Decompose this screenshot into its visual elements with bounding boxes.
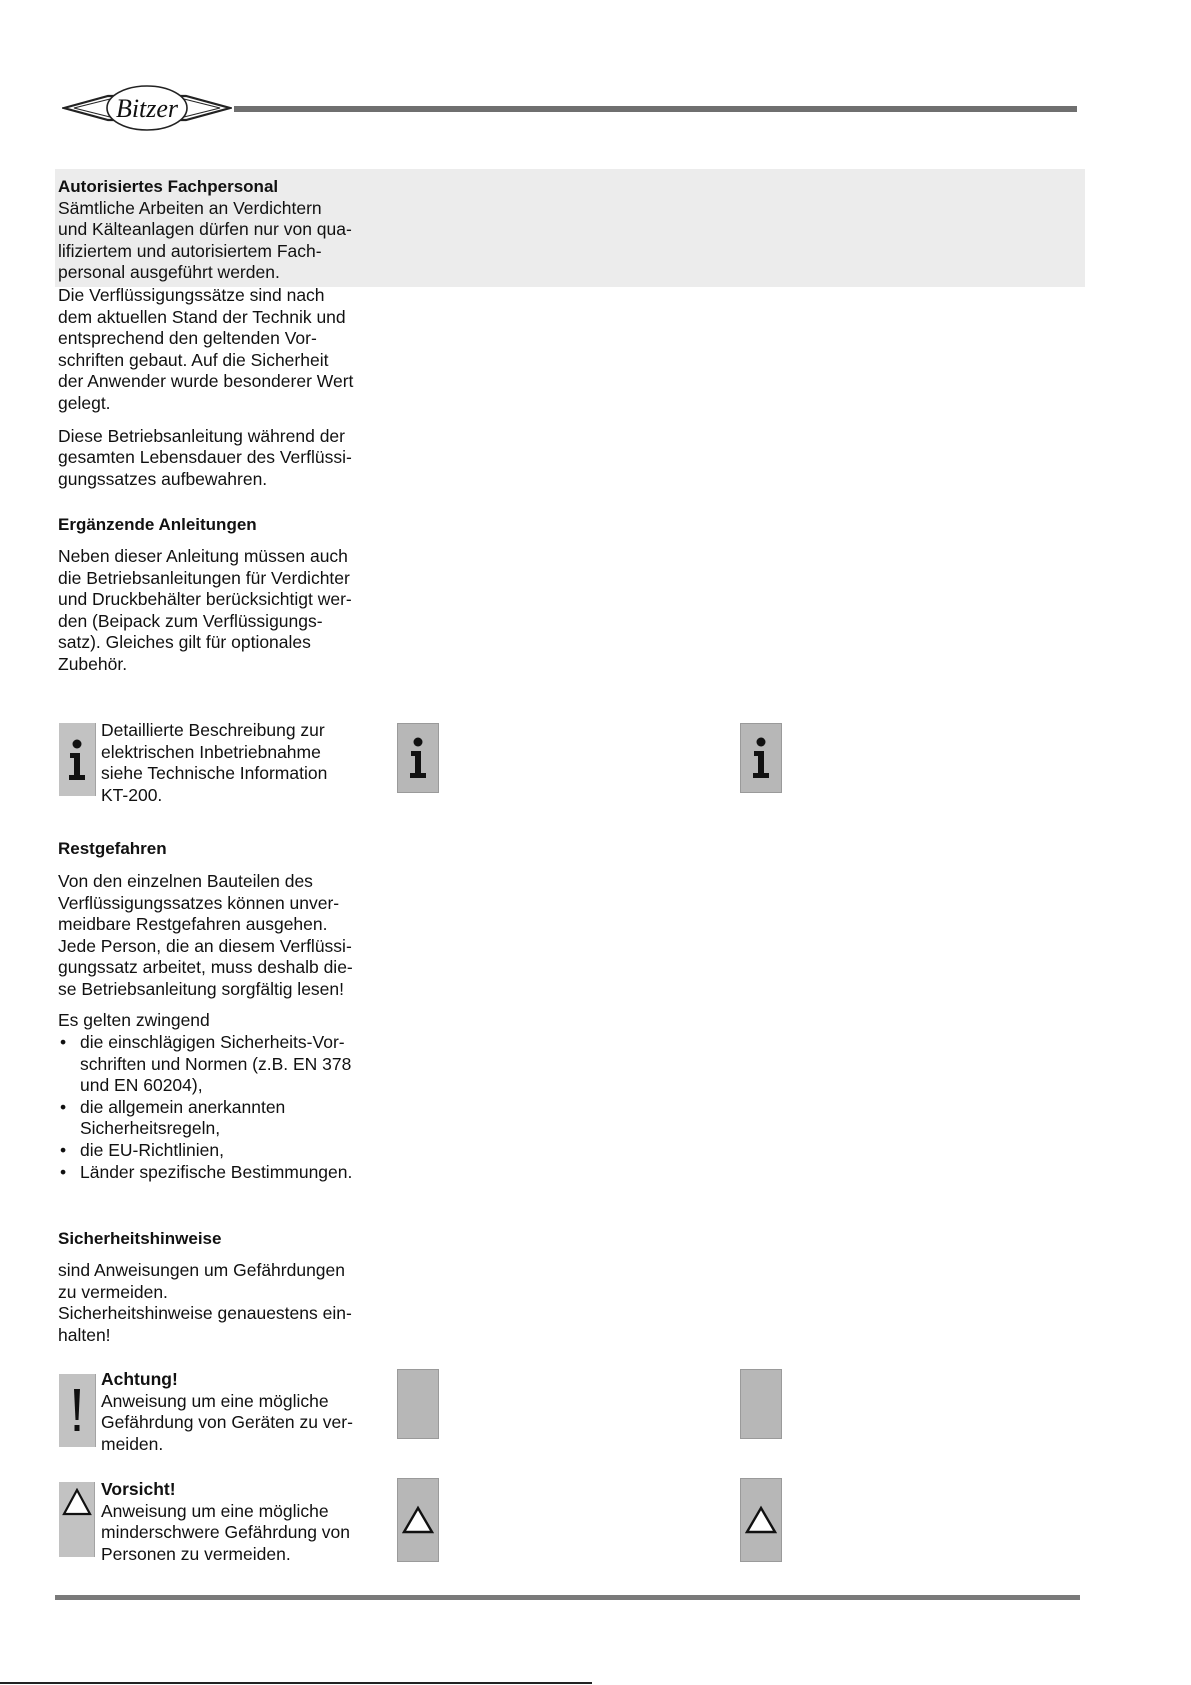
list-item: • Länder spezifische Bestimmungen. <box>58 1162 378 1184</box>
authorized-personnel-title: Autorisiertes Fachpersonal <box>58 177 279 196</box>
header-rule <box>234 106 1077 112</box>
text-line: Personen zu vermeiden. <box>101 1543 291 1564</box>
text-line: Die Verflüssigungssätze sind nach <box>58 285 325 305</box>
text-line: sind Anweisungen um Gefährdungen <box>58 1260 346 1280</box>
text-line: elektrischen Inbetriebnahme <box>101 741 321 762</box>
text-line: die EU-Richtlinien, <box>80 1139 224 1160</box>
text-line: Sicherheitsregeln, <box>80 1118 221 1139</box>
caution-title: Vorsicht! <box>101 1479 176 1499</box>
text-line: Jede Person, die an diesem Verflüssi- <box>58 935 352 956</box>
text-line: den (Beipack zum Verflüssigungs- <box>58 610 323 631</box>
warning-triangle-icon <box>59 1482 95 1557</box>
text-line: Länder spezifische Bestimmungen. <box>80 1161 353 1182</box>
info-icon <box>397 723 439 793</box>
supplementary-text <box>58 546 370 676</box>
text-line: Verflüssigungssatzes können unver- <box>58 892 340 913</box>
text-line: der Anwender wurde besonderer Wert <box>58 371 354 392</box>
text-line: Sämtliche Arbeiten an Verdichtern <box>58 197 322 218</box>
text-line: zu vermeiden. <box>58 1281 168 1302</box>
svg-text:Bitzer: Bitzer <box>115 94 179 123</box>
shaded-band-right <box>365 169 1085 287</box>
authorized-personnel-block <box>58 176 370 284</box>
text-line: Neben dieser Anleitung müssen auch <box>58 546 348 566</box>
blank-icon-box <box>740 1369 782 1439</box>
text-line: und EN 60204), <box>80 1075 203 1096</box>
text-line: gungssatz arbeitet, muss deshalb die- <box>58 957 353 978</box>
text-line: Von den einzelnen Bauteilen des <box>58 871 313 891</box>
heading-supplementary <box>58 514 370 536</box>
applicable-rules-list <box>58 1032 378 1183</box>
text-line: satz). Gleiches gilt für optionales <box>58 632 311 653</box>
list-item: • die einschlägigen Sicherheits-Vor- schriften und Normen (z.B. EN 378 und EN 60204), <box>58 1032 378 1097</box>
text-line: meidbare Restgefahren ausgehen. <box>58 914 328 935</box>
intro-text <box>58 285 370 490</box>
section-heading: Restgefahren <box>58 839 167 858</box>
text-line: meiden. <box>101 1433 164 1454</box>
text-line: schriften gebaut. Auf die Sicherheit <box>58 349 329 370</box>
text-line: gungssatzes aufbewahren. <box>58 468 268 489</box>
text-line: Sicherheitshinweise genauestens ein- <box>58 1303 352 1324</box>
text-line: dem aktuellen Stand der Technik und <box>58 306 346 327</box>
text-line: Anweisung um eine mögliche <box>101 1500 329 1521</box>
heading-residual-hazards <box>58 838 370 860</box>
text-line: die einschlägigen Sicherheits-Vor- <box>80 1032 345 1052</box>
caution-note <box>101 1479 376 1565</box>
text-line: Diese Betriebsanleitung während der <box>58 425 345 446</box>
safety-notes-text <box>58 1260 370 1346</box>
text-line: lifiziertem und autorisiertem Fach- <box>58 240 322 261</box>
list-item: • die EU-Richtlinien, <box>58 1140 378 1162</box>
info-note-text <box>101 720 376 806</box>
text-line: Es gelten zwingend <box>58 1010 210 1030</box>
text-line: schriften und Normen (z.B. EN 378 <box>80 1053 352 1074</box>
text-line: siehe Technische Information <box>101 763 328 784</box>
residual-hazards-text <box>58 871 370 1001</box>
text-line: gesamten Lebensdauer des Verflüssi- <box>58 447 352 468</box>
info-icon <box>740 723 782 793</box>
info-icon <box>59 723 96 796</box>
text-line: die allgemein anerkannten <box>80 1096 286 1117</box>
text-line: gelegt. <box>58 392 111 413</box>
attention-note <box>101 1369 376 1455</box>
section-heading: Ergänzende Anleitungen <box>58 515 257 534</box>
text-line: minderschwere Gefährdung von <box>101 1522 351 1543</box>
text-line: entsprechend den geltenden Vor- <box>58 328 317 349</box>
heading-safety-notes <box>58 1228 370 1250</box>
warning-triangle-icon <box>740 1478 782 1562</box>
bitzer-logo <box>62 80 232 136</box>
section-heading: Sicherheitshinweise <box>58 1229 222 1248</box>
blank-icon-box <box>397 1369 439 1439</box>
exclamation-icon <box>59 1374 96 1447</box>
text-line: KT-200. <box>101 784 163 805</box>
text-line: Detaillierte Beschreibung zur <box>101 720 325 740</box>
text-line: halten! <box>58 1324 111 1345</box>
attention-title: Achtung! <box>101 1369 178 1389</box>
text-line: se Betriebsanleitung sorgfältig lesen! <box>58 978 345 999</box>
warning-triangle-icon <box>397 1478 439 1562</box>
applicable-rules-intro <box>58 1010 370 1032</box>
text-line: die Betriebsanleitungen für Verdichter <box>58 567 350 588</box>
list-item: • die allgemein anerkannten Sicherheitsregeln, <box>58 1097 378 1140</box>
footer-rule <box>55 1595 1080 1600</box>
text-line: Gefährdung von Geräten zu ver- <box>101 1412 353 1433</box>
page-edge-line <box>0 1682 592 1684</box>
text-line: und Druckbehälter berücksichtigt wer- <box>58 589 352 610</box>
text-line: und Kälteanlagen dürfen nur von qua- <box>58 219 352 240</box>
text-line: Zubehör. <box>58 653 128 674</box>
text-line: Anweisung um eine mögliche <box>101 1390 329 1411</box>
text-line: personal ausgeführt werden. <box>58 262 280 283</box>
